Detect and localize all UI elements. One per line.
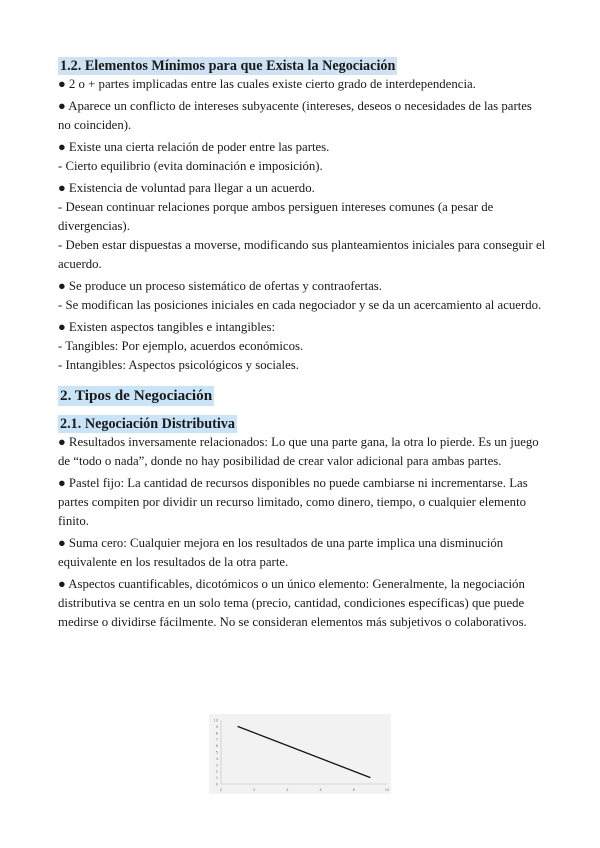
x-tick-label-2: 4: [286, 788, 289, 792]
x-tick-label-3: 6: [319, 788, 322, 792]
bullet-offers: ● Se produce un proceso sistemático de ofertas y contraofertas.: [58, 279, 382, 293]
bullet-power: ● Existe una cierta relación de poder entre las partes.: [58, 140, 330, 154]
bullet-conflict: ● Aparece un conflicto de intereses subyacente (intereses, deseos o necesidades de las partes no coinciden).: [58, 99, 532, 132]
y-tick-label-3: 3: [215, 763, 218, 768]
section-heading-2-1: 2.1. Negociación Distributiva: [60, 416, 235, 432]
sub-item-intangibles: - Intangibles: Aspectos psicológicos y sociales.: [58, 358, 299, 372]
bullet-will: ● Existencia de voluntad para llegar a un acuerdo.: [58, 181, 315, 195]
group-1: [58, 75, 546, 94]
group-5: [58, 277, 546, 315]
sub-item-positions: - Se modifican las posiciones iniciales en cada negociador y se da un acercamiento al acuerdo.: [58, 298, 542, 312]
y-tick-label-9: 9: [215, 724, 218, 729]
paragraph-quantifiable: ● Aspectos cuantificables, dicotómicos o un único elemento: Generalmente, la negociación distributiva se centra en un solo tema (precio, cantidad, condiciones específicas) que puede medirse o dividirse fácilmente. No se consideran elementos más subjetivos o colaborativos.: [58, 577, 527, 629]
y-tick-label-6: 6: [215, 744, 218, 749]
x-tick-label-0: 0: [219, 788, 223, 792]
section-heading-2: 2. Tipos de Negociación: [60, 387, 213, 404]
bullet-aspects: ● Existen aspectos tangibles e intangibles:: [58, 320, 276, 334]
sub-item-tangibles: - Tangibles: Por ejemplo, acuerdos económicos.: [58, 339, 304, 353]
document-content: [58, 57, 546, 632]
paragraph-inverse-results: ● Resultados inversamente relacionados: Lo que una parte gana, la otra lo pierde. Es un juego de “todo o nada”, donde no hay posibilidad de crear valor adicional para ambas partes.: [58, 435, 539, 468]
paragraph-fixed-pie: ● Pastel fijo: La cantidad de recursos disponibles no puede cambiarse ni incrementarse. Las partes compiten por dividir un recurso limitado, como dinero, tiempo, o cualquier elemento finito.: [58, 476, 528, 528]
y-tick-label-8: 8: [215, 731, 218, 736]
x-tick-label-5: 10: [384, 788, 390, 792]
group-6: [58, 318, 546, 375]
group-2: [58, 97, 546, 135]
sub-item-move: - Deben estar dispuestas a moverse, modificando sus planteamientos iniciales para conseguir el acuerdo.: [58, 238, 546, 271]
sub-item-balance: - Cierto equilibrio (evita dominación e imposición).: [58, 159, 323, 173]
chart-background: [209, 714, 391, 794]
sub-item-relations: - Desean continuar relaciones porque ambos persiguen intereses comunes (a pesar de divergencias).: [58, 200, 494, 233]
y-tick-label-1: 1: [215, 776, 218, 781]
y-tick-label-7: 7: [215, 737, 218, 742]
y-tick-label-10: 10: [213, 718, 218, 723]
x-tick-label-1: 2: [253, 788, 256, 792]
bullet-parties: ● 2 o + partes implicadas entre las cuales existe cierto grado de interdependencia.: [58, 77, 476, 91]
paragraph-zero-sum: ● Suma cero: Cualquier mejora en los resultados de una parte implica una disminución equivalente en los resultados de la otra parte.: [58, 536, 504, 569]
x-tick-label-4: 8: [352, 788, 355, 792]
y-tick-label-0: 0: [215, 782, 218, 787]
y-tick-label-4: 4: [215, 756, 218, 761]
group-4: [58, 179, 546, 274]
chart-svg: [209, 714, 391, 794]
section-heading-1-2: 1.2. Elementos Mínimos para que Exista la Negociación: [60, 58, 396, 74]
y-tick-label-5: 5: [215, 750, 218, 755]
group-3: [58, 138, 546, 176]
line-chart: [209, 714, 391, 794]
y-tick-label-2: 2: [215, 769, 218, 774]
